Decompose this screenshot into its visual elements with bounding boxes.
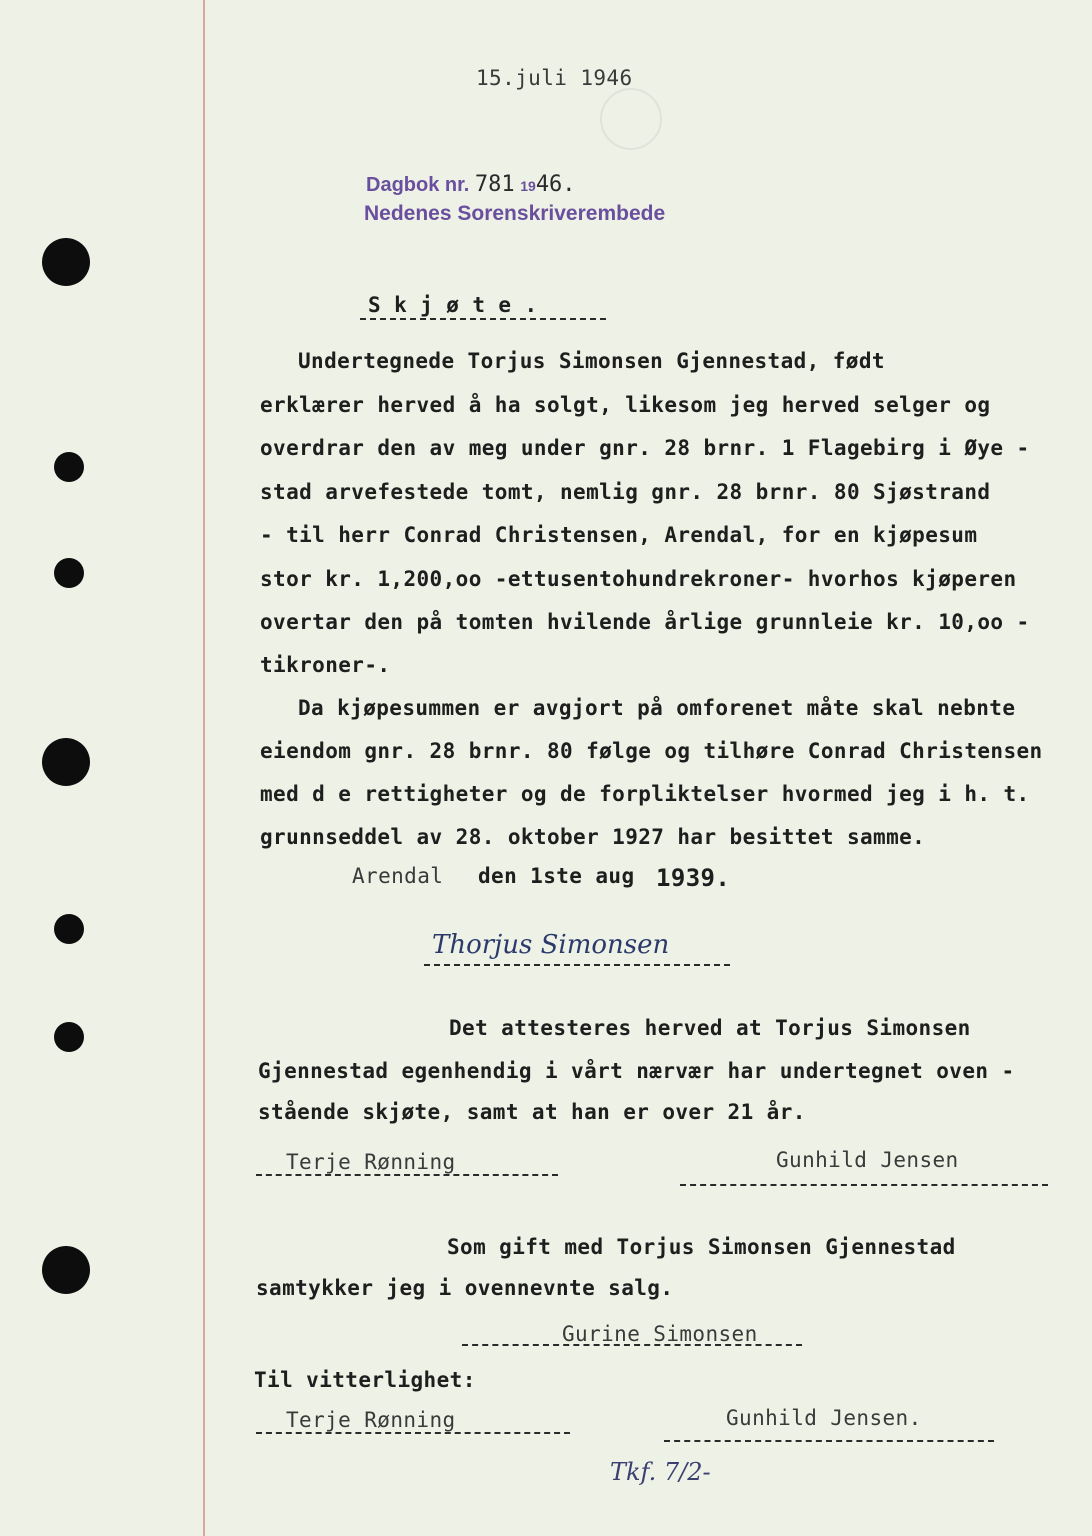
date-label: den 1ste aug <box>478 864 635 888</box>
signature-line <box>424 964 730 966</box>
attest-line: stående skjøte, samt at han er over 21 år. <box>258 1100 806 1124</box>
registry-stamp-line2: Nedenes Sorenskriverembede <box>364 202 666 225</box>
spouse-line: samtykker jeg i ovennevnte salg. <box>256 1276 674 1300</box>
witness-name: Gunhild Jensen. <box>726 1406 922 1430</box>
margin-line <box>203 0 205 1536</box>
title-underline <box>360 318 606 320</box>
date-header: 15.juli 1946 <box>476 66 633 90</box>
footer-note: Tkf. 7/2- <box>610 1458 711 1486</box>
stamp-label: Dagbok nr. <box>366 174 470 196</box>
stamp-year-suffix: 46. <box>535 172 576 197</box>
spouse-signature: Gurine Simonsen <box>562 1322 758 1346</box>
body-line: overdrar den av meg under gnr. 28 brnr. 1 Flagebirg i Øye - <box>260 436 1030 460</box>
stamp-year-prefix: 19 <box>520 178 536 194</box>
punch-hole <box>42 738 90 786</box>
body-line: Undertegnede Torjus Simonsen Gjennestad, født <box>298 349 885 373</box>
faint-watermark <box>600 88 662 150</box>
body-line: overtar den på tomten hvilende årlige grunnleie kr. 10,oo - <box>260 610 1030 634</box>
body-line: eiendom gnr. 28 brnr. 80 følge og tilhøre Conrad Christensen <box>260 739 1043 763</box>
vitterlighet-label: Til vitterlighet: <box>254 1368 476 1392</box>
registry-stamp-line1 <box>366 172 576 197</box>
body-line: grunnseddel av 28. oktober 1927 har besittet samme. <box>260 825 926 849</box>
witness-line <box>680 1184 1048 1186</box>
body-line: Da kjøpesummen er avgjort på omforenet måte skal nebnte <box>298 696 1016 720</box>
stamp-number: 781 <box>474 172 515 197</box>
document-title: S k j ø t e . <box>368 293 538 317</box>
attest-line: Det attesteres herved at Torjus Simonsen <box>449 1016 971 1040</box>
witness-line <box>256 1174 558 1176</box>
witness-line <box>256 1432 570 1434</box>
spouse-line: Som gift med Torjus Simonsen Gjennestad <box>447 1235 956 1259</box>
witness-line <box>664 1440 994 1442</box>
body-line: stor kr. 1,200,oo -ettusentohundrekroner- hvorhos kjøperen <box>260 567 1017 591</box>
witness-name: Gunhild Jensen <box>776 1148 959 1172</box>
body-line: erklærer herved å ha solgt, likesom jeg herved selger og <box>260 393 991 417</box>
punch-hole <box>42 1246 90 1294</box>
witness-name: Terje Rønning <box>286 1150 456 1174</box>
year-label: 1939. <box>656 864 731 892</box>
punch-hole <box>54 452 84 482</box>
body-line: stad arvefestede tomt, nemlig gnr. 28 brnr. 80 Sjøstrand <box>260 480 991 504</box>
spouse-signature-line <box>462 1344 802 1346</box>
body-line: - til herr Conrad Christensen, Arendal, for en kjøpesum <box>260 523 978 547</box>
seller-signature: Thorjus Simonsen <box>432 930 670 960</box>
attest-line: Gjennestad egenhendig i vårt nærvær har undertegnet oven - <box>258 1059 1015 1083</box>
punch-hole <box>54 914 84 944</box>
punch-hole <box>42 238 90 286</box>
body-line: tikroner-. <box>260 653 391 677</box>
witness-name: Terje Rønning <box>286 1408 456 1432</box>
punch-hole <box>54 1022 84 1052</box>
punch-hole <box>54 558 84 588</box>
place-label: Arendal <box>352 864 444 888</box>
body-line: med d e rettigheter og de forpliktelser hvormed jeg i h. t. <box>260 782 1030 806</box>
